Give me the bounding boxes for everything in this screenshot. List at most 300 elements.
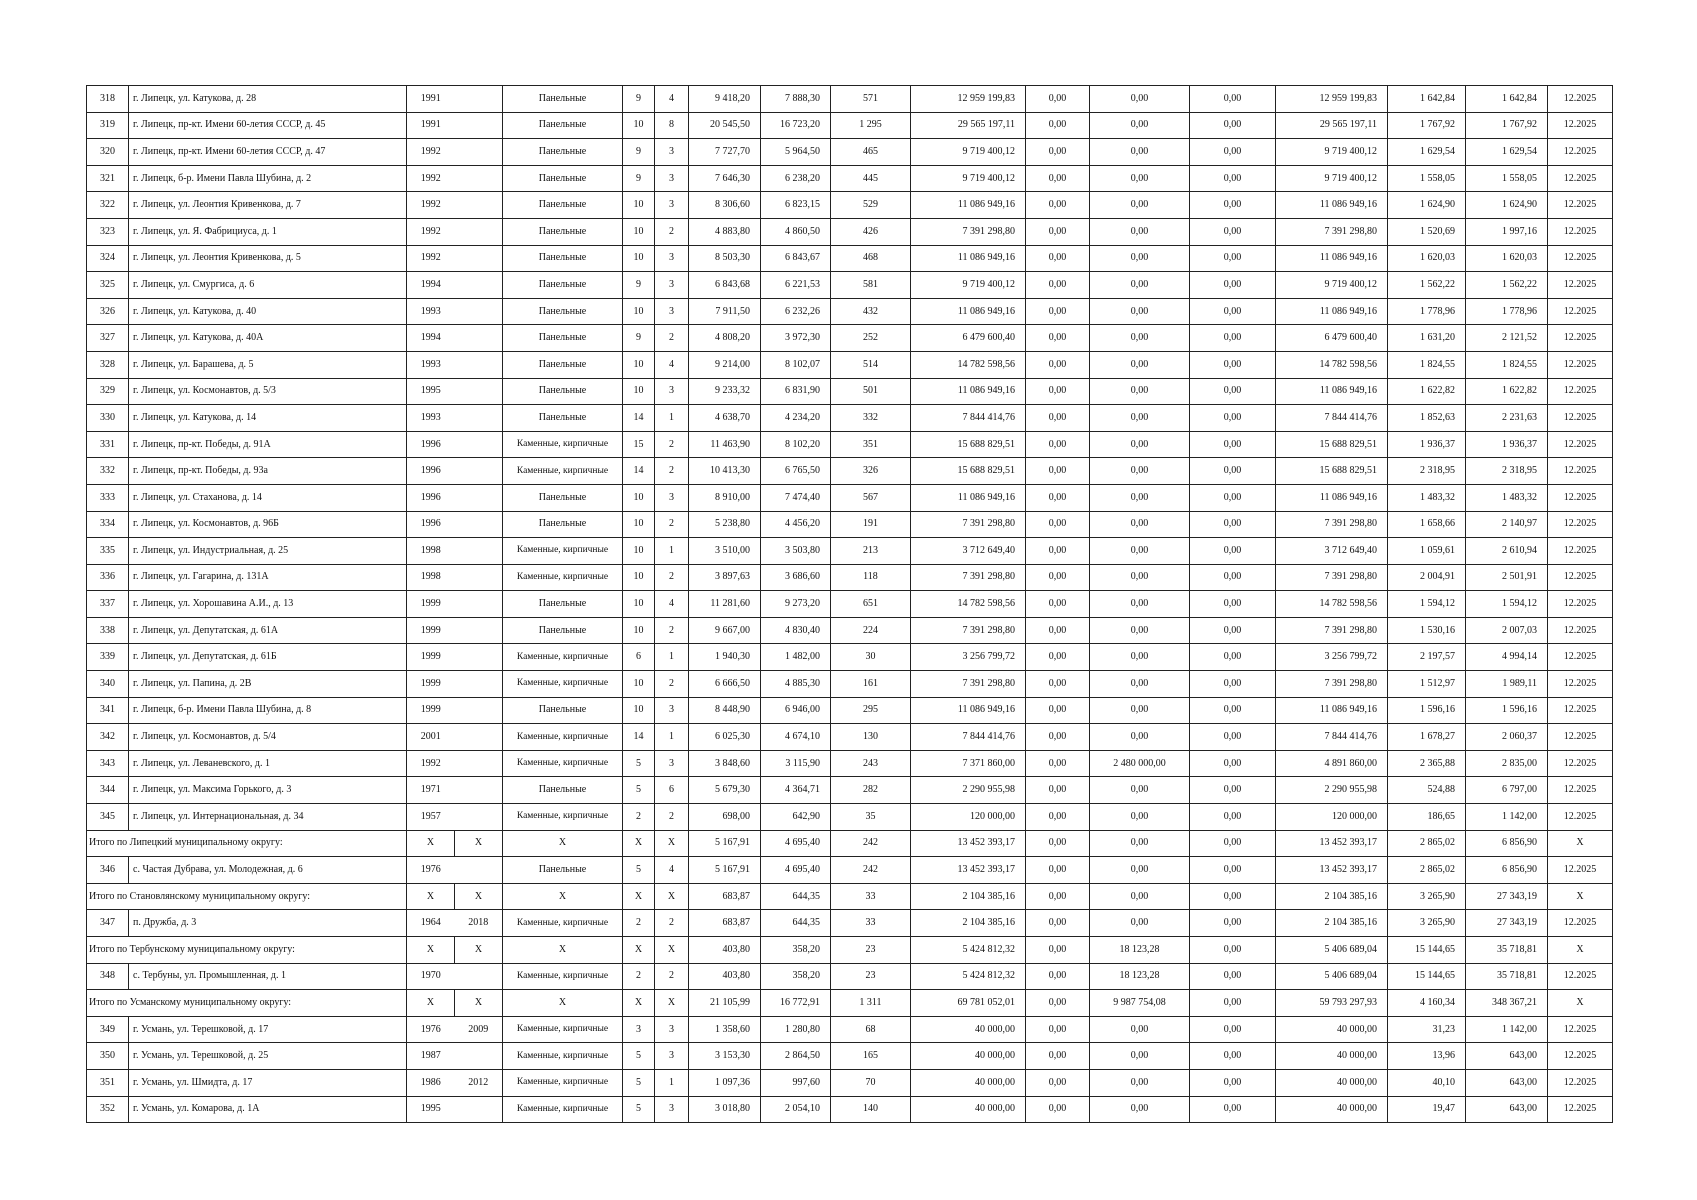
planned-date-cell: 12.2025 [1548,112,1613,139]
owners-fund-cell: 6 479 600,40 [1276,325,1388,352]
living-area-cell: 6 765,50 [761,458,831,485]
year-renovated-cell [455,1043,503,1070]
planned-date-cell: 12.2025 [1548,484,1613,511]
table-row [87,484,1613,511]
fund-1-cell: 0,00 [1026,990,1090,1017]
floors-cell: 10 [623,298,655,325]
total-area-cell: 3 897,63 [689,564,761,591]
floors-cell: 10 [623,671,655,698]
row-number-cell: 328 [87,351,129,378]
floors-cell: 14 [623,458,655,485]
total-area-cell: 9 667,00 [689,617,761,644]
fund-1-cell: 0,00 [1026,617,1090,644]
wall-material-cell: Каменные, кирпичные [503,724,623,751]
fund-3-cell: 0,00 [1190,564,1276,591]
owners-fund-cell: 11 086 949,16 [1276,378,1388,405]
fund-1-cell: 0,00 [1026,245,1090,272]
cost-cell: 14 782 598,56 [911,351,1026,378]
unit-limit-cell: 2 835,00 [1466,750,1548,777]
fund-1-cell: 0,00 [1026,910,1090,937]
fund-2-cell: 0,00 [1090,139,1190,166]
fund-3-cell: 0,00 [1190,857,1276,884]
fund-3-cell: 0,00 [1190,86,1276,113]
year-built-cell: 1971 [407,777,455,804]
planned-date-cell: 12.2025 [1548,804,1613,831]
total-area-cell: 1 940,30 [689,644,761,671]
unit-limit-cell: 1 483,32 [1466,484,1548,511]
year-built-cell: 1995 [407,1096,455,1123]
unit-cost-cell: 13,96 [1388,1043,1466,1070]
table-row [87,777,1613,804]
total-area-cell: 6 025,30 [689,724,761,751]
x-col-floors: X [623,990,655,1017]
entrances-cell: 1 [655,1069,689,1096]
table-row [87,139,1613,166]
year-built-cell: 1976 [407,857,455,884]
cost-cell: 7 371 860,00 [911,750,1026,777]
floors-cell: 14 [623,724,655,751]
fund-1-cell: 0,00 [1026,325,1090,352]
living-area-cell: 6 232,26 [761,298,831,325]
unit-limit-cell: 2 007,03 [1466,617,1548,644]
document-sheet [86,85,1612,1123]
year-built-cell: 1993 [407,351,455,378]
entrances-cell: 2 [655,963,689,990]
planned-date-cell: 12.2025 [1548,564,1613,591]
fund-2-cell: 0,00 [1090,192,1190,219]
entrances-cell: 2 [655,671,689,698]
total-area-cell: 9 418,20 [689,86,761,113]
wall-material-cell: Панельные [503,591,623,618]
cost-cell: 9 719 400,12 [911,139,1026,166]
year-built-cell: 1957 [407,804,455,831]
cost-cell: 7 844 414,76 [911,724,1026,751]
row-number-cell: 348 [87,963,129,990]
wall-material-cell: Каменные, кирпичные [503,910,623,937]
fund-3-cell: 0,00 [1190,937,1276,964]
fund-3-cell: 0,00 [1190,245,1276,272]
entrances-cell: 3 [655,484,689,511]
unit-cost-cell: 3 265,90 [1388,910,1466,937]
year-built-cell: 1992 [407,192,455,219]
x-col-floors: X [623,830,655,857]
year-built-cell: 1996 [407,511,455,538]
total-area-cell: 7 646,30 [689,165,761,192]
residents-cell: 70 [831,1069,911,1096]
fund-3-cell: 0,00 [1190,910,1276,937]
planned-date-cell: 12.2025 [1548,272,1613,299]
table-row [87,1096,1613,1123]
floors-cell: 5 [623,777,655,804]
wall-material-cell: Панельные [503,484,623,511]
fund-3-cell: 0,00 [1190,1069,1276,1096]
owners-fund-cell: 7 844 414,76 [1276,724,1388,751]
owners-fund-cell: 2 104 385,16 [1276,910,1388,937]
total-area-cell: 3 848,60 [689,750,761,777]
fund-1-cell: 0,00 [1026,218,1090,245]
address-cell: г. Липецк, ул. Катукова, д. 14 [129,405,407,432]
living-area-cell: 997,60 [761,1069,831,1096]
planned-date-cell: 12.2025 [1548,405,1613,432]
floors-cell: 10 [623,192,655,219]
wall-material-cell: Панельные [503,192,623,219]
unit-cost-cell: 2 004,91 [1388,564,1466,591]
cost-cell: 7 391 298,80 [911,617,1026,644]
planned-date-cell: 12.2025 [1548,1016,1613,1043]
owners-fund-cell: 9 719 400,12 [1276,165,1388,192]
year-renovated-cell [455,644,503,671]
living-area-cell: 1 482,00 [761,644,831,671]
residents-cell: 581 [831,272,911,299]
x-col-entrances: X [655,937,689,964]
owners-fund-cell: 40 000,00 [1276,1069,1388,1096]
living-area-cell: 3 686,60 [761,564,831,591]
owners-fund-cell: 7 391 298,80 [1276,511,1388,538]
entrances-cell: 2 [655,325,689,352]
x-col-year2: X [455,937,503,964]
residents-cell: 242 [831,857,911,884]
fund-3-cell: 0,00 [1190,511,1276,538]
living-area-cell: 5 964,50 [761,139,831,166]
table-row [87,963,1613,990]
unit-limit-cell: 6 797,00 [1466,777,1548,804]
unit-limit-cell: 1 596,16 [1466,697,1548,724]
table-row [87,724,1613,751]
planned-date-cell: 12.2025 [1548,724,1613,751]
total-area-cell: 5 679,30 [689,777,761,804]
unit-cost-cell: 3 265,90 [1388,883,1466,910]
year-renovated-cell [455,671,503,698]
entrances-cell: 1 [655,538,689,565]
table-row [87,910,1613,937]
row-number-cell: 319 [87,112,129,139]
row-number-cell: 337 [87,591,129,618]
total-area-cell: 3 510,00 [689,538,761,565]
unit-limit-cell: 6 856,90 [1466,830,1548,857]
fund-2-cell: 0,00 [1090,325,1190,352]
row-number-cell: 320 [87,139,129,166]
wall-material-cell: Панельные [503,378,623,405]
fund-3-cell: 0,00 [1190,192,1276,219]
total-area-cell: 1 097,36 [689,1069,761,1096]
x-col-material: X [503,883,623,910]
address-cell: г. Липецк, ул. Я. Фабрициуса, д. 1 [129,218,407,245]
address-cell: г. Липецк, пр-кт. Имени 60-летия СССР, д. 45 [129,112,407,139]
fund-1-cell: 0,00 [1026,750,1090,777]
cost-cell: 9 719 400,12 [911,165,1026,192]
year-built-cell: 1964 [407,910,455,937]
fund-2-cell: 0,00 [1090,1043,1190,1070]
cost-cell: 29 565 197,11 [911,112,1026,139]
unit-cost-cell: 2 365,88 [1388,750,1466,777]
unit-limit-cell: 1 142,00 [1466,1016,1548,1043]
table-row [87,804,1613,831]
unit-cost-cell: 40,10 [1388,1069,1466,1096]
year-built-cell: 1992 [407,245,455,272]
living-area-cell: 6 238,20 [761,165,831,192]
x-col-date: X [1548,883,1613,910]
floors-cell: 2 [623,963,655,990]
unit-limit-cell: 1 594,12 [1466,591,1548,618]
fund-3-cell: 0,00 [1190,298,1276,325]
fund-1-cell: 0,00 [1026,1043,1090,1070]
fund-3-cell: 0,00 [1190,697,1276,724]
year-renovated-cell [455,804,503,831]
residents-cell: 571 [831,86,911,113]
total-area-cell: 11 281,60 [689,591,761,618]
fund-2-cell: 0,00 [1090,351,1190,378]
planned-date-cell: 12.2025 [1548,245,1613,272]
year-built-cell: 1993 [407,298,455,325]
row-number-cell: 321 [87,165,129,192]
year-renovated-cell [455,777,503,804]
owners-fund-cell: 40 000,00 [1276,1043,1388,1070]
fund-1-cell: 0,00 [1026,484,1090,511]
residents-cell: 118 [831,564,911,591]
floors-cell: 9 [623,86,655,113]
living-area-cell: 4 830,40 [761,617,831,644]
unit-limit-cell: 2 231,63 [1466,405,1548,432]
residents-cell: 33 [831,910,911,937]
total-area-cell: 403,80 [689,937,761,964]
residents-cell: 23 [831,963,911,990]
x-col-year1: X [407,830,455,857]
unit-limit-cell: 1 622,82 [1466,378,1548,405]
fund-2-cell: 0,00 [1090,458,1190,485]
table-row [87,1069,1613,1096]
cost-cell: 15 688 829,51 [911,458,1026,485]
entrances-cell: 3 [655,192,689,219]
owners-fund-cell: 9 719 400,12 [1276,272,1388,299]
unit-limit-cell: 2 121,52 [1466,325,1548,352]
total-area-cell: 11 463,90 [689,431,761,458]
cost-cell: 9 719 400,12 [911,272,1026,299]
fund-3-cell: 0,00 [1190,272,1276,299]
total-area-cell: 5 167,91 [689,830,761,857]
year-renovated-cell [455,192,503,219]
year-renovated-cell: 2009 [455,1016,503,1043]
unit-limit-cell: 4 994,14 [1466,644,1548,671]
residents-cell: 295 [831,697,911,724]
entrances-cell: 3 [655,378,689,405]
fund-2-cell: 0,00 [1090,298,1190,325]
year-built-cell: 1996 [407,484,455,511]
unit-limit-cell: 1 997,16 [1466,218,1548,245]
wall-material-cell: Каменные, кирпичные [503,1043,623,1070]
unit-cost-cell: 1 620,03 [1388,245,1466,272]
unit-limit-cell: 35 718,81 [1466,963,1548,990]
living-area-cell: 1 280,80 [761,1016,831,1043]
total-area-cell: 4 808,20 [689,325,761,352]
living-area-cell: 8 102,07 [761,351,831,378]
address-cell: г. Липецк, ул. Папина, д. 2В [129,671,407,698]
year-built-cell: 1996 [407,431,455,458]
fund-1-cell: 0,00 [1026,883,1090,910]
unit-limit-cell: 1 562,22 [1466,272,1548,299]
subtotal-row [87,830,1613,857]
floors-cell: 10 [623,218,655,245]
wall-material-cell: Панельные [503,617,623,644]
year-renovated-cell [455,112,503,139]
cost-cell: 40 000,00 [911,1069,1026,1096]
unit-limit-cell: 643,00 [1466,1043,1548,1070]
floors-cell: 10 [623,511,655,538]
residents-cell: 468 [831,245,911,272]
fund-3-cell: 0,00 [1190,990,1276,1017]
fund-3-cell: 0,00 [1190,218,1276,245]
year-renovated-cell [455,963,503,990]
planned-date-cell: 12.2025 [1548,1069,1613,1096]
floors-cell: 5 [623,1096,655,1123]
entrances-cell: 6 [655,777,689,804]
address-cell: г. Липецк, ул. Барашева, д. 5 [129,351,407,378]
total-area-cell: 1 358,60 [689,1016,761,1043]
living-area-cell: 9 273,20 [761,591,831,618]
residents-cell: 1 295 [831,112,911,139]
row-number-cell: 327 [87,325,129,352]
table-row [87,272,1613,299]
table-row [87,697,1613,724]
year-built-cell: 1992 [407,218,455,245]
address-cell: г. Липецк, ул. Катукова, д. 40 [129,298,407,325]
floors-cell: 9 [623,325,655,352]
planned-date-cell: 12.2025 [1548,378,1613,405]
entrances-cell: 3 [655,1016,689,1043]
owners-fund-cell: 11 086 949,16 [1276,697,1388,724]
table-row [87,1043,1613,1070]
address-cell: г. Липецк, пр-кт. Победы, д. 93а [129,458,407,485]
living-area-cell: 4 695,40 [761,830,831,857]
wall-material-cell: Панельные [503,139,623,166]
subtotal-label: Итого по Липецкий муниципальному округу: [87,830,407,857]
cost-cell: 14 782 598,56 [911,591,1026,618]
residents-cell: 351 [831,431,911,458]
unit-limit-cell: 348 367,21 [1466,990,1548,1017]
address-cell: г. Липецк, ул. Депутатская, д. 61А [129,617,407,644]
fund-3-cell: 0,00 [1190,777,1276,804]
entrances-cell: 4 [655,591,689,618]
year-renovated-cell: 2018 [455,910,503,937]
total-area-cell: 3 018,80 [689,1096,761,1123]
fund-2-cell: 0,00 [1090,564,1190,591]
address-cell: г. Липецк, ул. Хорошавина А.И., д. 13 [129,591,407,618]
year-built-cell: 1996 [407,458,455,485]
fund-1-cell: 0,00 [1026,591,1090,618]
wall-material-cell: Панельные [503,351,623,378]
year-built-cell: 1999 [407,697,455,724]
entrances-cell: 3 [655,697,689,724]
year-renovated-cell [455,86,503,113]
entrances-cell: 3 [655,139,689,166]
residents-cell: 332 [831,405,911,432]
fund-1-cell: 0,00 [1026,1096,1090,1123]
table-row [87,218,1613,245]
floors-cell: 2 [623,804,655,831]
floors-cell: 10 [623,484,655,511]
living-area-cell: 642,90 [761,804,831,831]
wall-material-cell: Панельные [503,857,623,884]
entrances-cell: 2 [655,218,689,245]
cost-cell: 11 086 949,16 [911,378,1026,405]
floors-cell: 15 [623,431,655,458]
fund-1-cell: 0,00 [1026,697,1090,724]
unit-cost-cell: 31,23 [1388,1016,1466,1043]
living-area-cell: 8 102,20 [761,431,831,458]
living-area-cell: 644,35 [761,910,831,937]
fund-2-cell: 0,00 [1090,591,1190,618]
fund-2-cell: 0,00 [1090,218,1190,245]
unit-limit-cell: 2 501,91 [1466,564,1548,591]
address-cell: г. Усмань, ул. Комарова, д. 1А [129,1096,407,1123]
year-renovated-cell [455,378,503,405]
unit-cost-cell: 1 512,97 [1388,671,1466,698]
cost-cell: 7 391 298,80 [911,564,1026,591]
cost-cell: 40 000,00 [911,1016,1026,1043]
residents-cell: 432 [831,298,911,325]
total-area-cell: 9 214,00 [689,351,761,378]
x-col-year1: X [407,883,455,910]
row-number-cell: 338 [87,617,129,644]
fund-2-cell: 0,00 [1090,431,1190,458]
address-cell: с. Тербуны, ул. Промышленная, д. 1 [129,963,407,990]
row-number-cell: 331 [87,431,129,458]
planned-date-cell: 12.2025 [1548,139,1613,166]
register-table [86,85,1613,1123]
owners-fund-cell: 40 000,00 [1276,1016,1388,1043]
owners-fund-cell: 7 844 414,76 [1276,405,1388,432]
owners-fund-cell: 40 000,00 [1276,1096,1388,1123]
year-built-cell: 1992 [407,165,455,192]
year-built-cell: 1992 [407,750,455,777]
year-built-cell: 1993 [407,405,455,432]
planned-date-cell: 12.2025 [1548,777,1613,804]
owners-fund-cell: 14 782 598,56 [1276,591,1388,618]
year-renovated-cell [455,351,503,378]
fund-3-cell: 0,00 [1190,963,1276,990]
entrances-cell: 3 [655,1096,689,1123]
entrances-cell: 1 [655,644,689,671]
entrances-cell: 2 [655,458,689,485]
total-area-cell: 9 233,32 [689,378,761,405]
unit-limit-cell: 2 140,97 [1466,511,1548,538]
address-cell: г. Липецк, ул. Гагарина, д. 131А [129,564,407,591]
wall-material-cell: Панельные [503,86,623,113]
wall-material-cell: Панельные [503,697,623,724]
row-number-cell: 329 [87,378,129,405]
fund-3-cell: 0,00 [1190,883,1276,910]
year-renovated-cell [455,750,503,777]
entrances-cell: 8 [655,112,689,139]
entrances-cell: 3 [655,750,689,777]
unit-cost-cell: 1 658,66 [1388,511,1466,538]
total-area-cell: 8 448,90 [689,697,761,724]
year-built-cell: 1999 [407,671,455,698]
wall-material-cell: Каменные, кирпичные [503,804,623,831]
fund-1-cell: 0,00 [1026,671,1090,698]
fund-2-cell: 0,00 [1090,910,1190,937]
address-cell: г. Липецк, ул. Катукова, д. 40А [129,325,407,352]
floors-cell: 2 [623,910,655,937]
floors-cell: 10 [623,564,655,591]
cost-cell: 11 086 949,16 [911,245,1026,272]
residents-cell: 68 [831,1016,911,1043]
year-renovated-cell [455,245,503,272]
planned-date-cell: 12.2025 [1548,1043,1613,1070]
fund-1-cell: 0,00 [1026,1069,1090,1096]
living-area-cell: 7 888,30 [761,86,831,113]
fund-2-cell: 0,00 [1090,1069,1190,1096]
fund-3-cell: 0,00 [1190,405,1276,432]
